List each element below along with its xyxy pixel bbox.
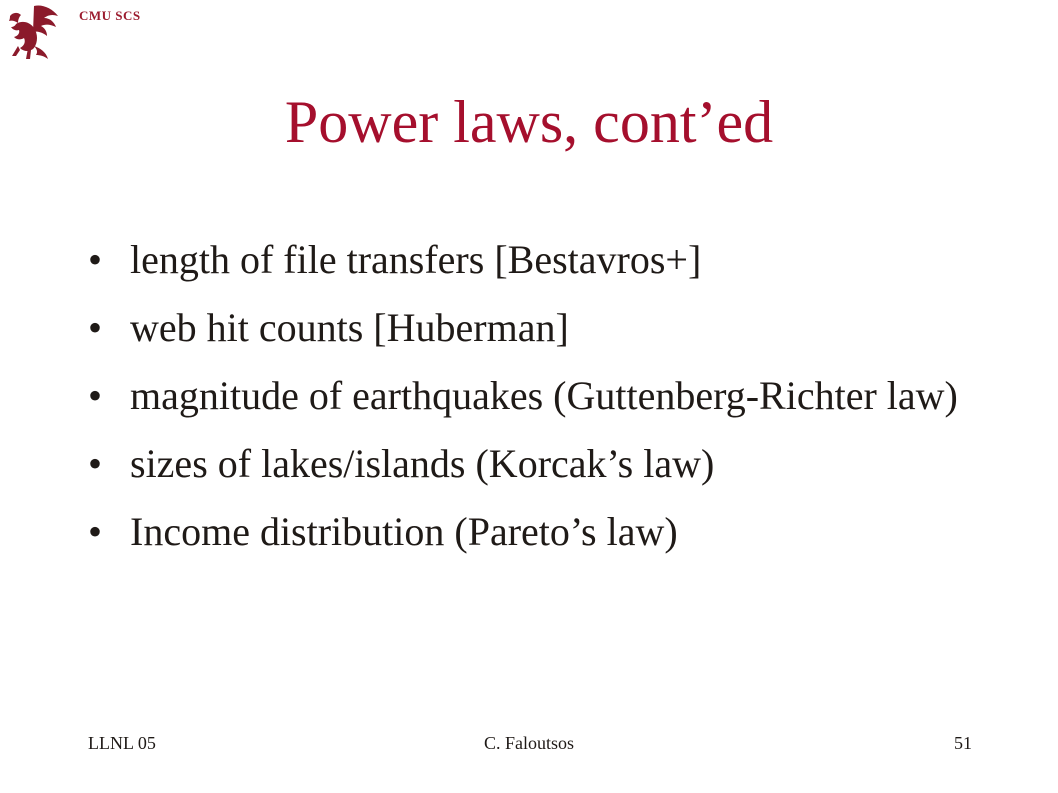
bullet-text: length of file transfers [Bestavros+] (130, 237, 702, 282)
bullet-item (88, 373, 988, 419)
bullet-text: web hit counts [Huberman] (130, 305, 569, 350)
bullet-list (88, 237, 988, 577)
slide-title: Power laws, cont’ed (284, 89, 774, 155)
bullet-text: sizes of lakes/islands (Korcak’s law) (130, 441, 715, 486)
bullet-marker: • (88, 373, 103, 418)
bullet-text: Income distribution (Pareto’s law) (130, 509, 678, 554)
bullet-marker: • (88, 305, 103, 350)
bullet-item (88, 509, 988, 555)
bullet-item (88, 305, 988, 351)
griffin-logo-icon (4, 2, 62, 62)
bullet-marker: • (88, 237, 103, 282)
bullet-item (88, 237, 988, 283)
footer-center: C. Faloutsos (483, 733, 575, 753)
page-number: 51 (954, 733, 972, 753)
footer-left: LLNL 05 (88, 733, 156, 753)
bullet-marker: • (88, 509, 103, 554)
bullet-item (88, 441, 988, 487)
bullet-text: magnitude of earthquakes (Guttenberg-Richter law) (130, 373, 958, 418)
bullet-marker: • (88, 441, 103, 486)
org-label: CMU SCS (79, 8, 141, 23)
